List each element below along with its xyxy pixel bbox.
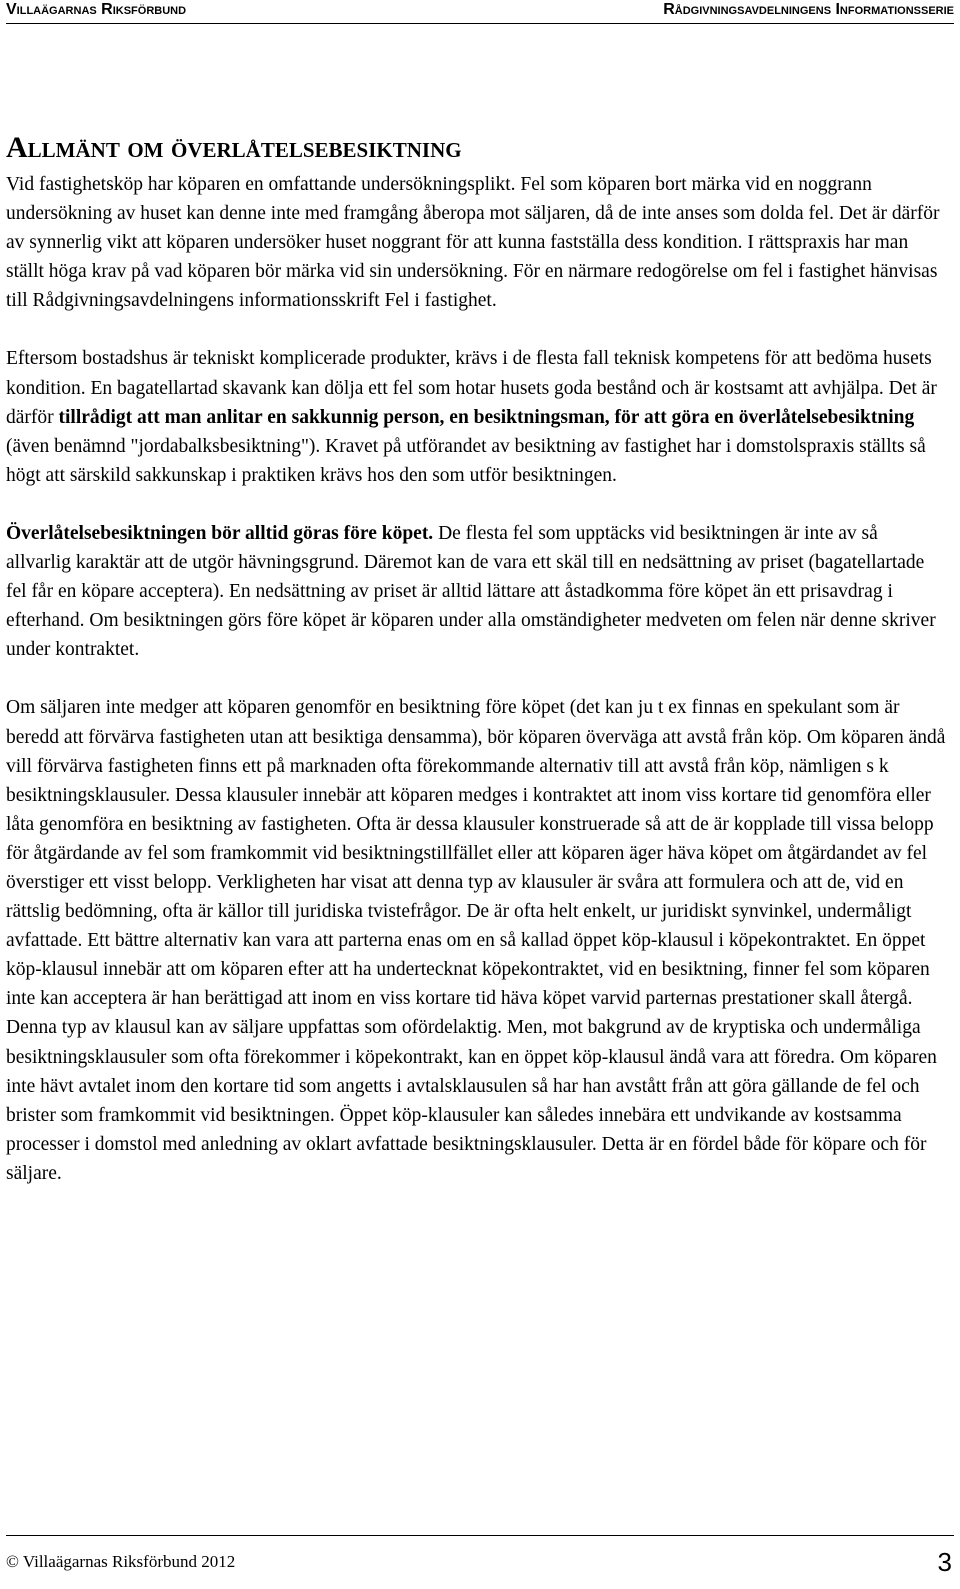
footer-divider <box>6 1535 954 1536</box>
document-title: Allmänt om överlåtelsebesiktning <box>6 131 462 164</box>
paragraph-1: Vid fastighetsköp har köparen en omfattande undersökningsplikt. Fel som köparen bort märka vid en noggrann undersökning av huset kan denne inte med framgång åberopa mot säljaren, då de inte anses som dolda fel. Det är därför av synnerlig vikt att köparen undersöker huset noggrant för att kunna fastställa dess kondition. I rättspraxis har man ställt höga krav på vad köparen bör märka vid sin undersökning. För en närmare redogörelse om fel i fastighet hänvisas till Rådgivningsavdelningens informationsskrift Fel i fastighet. <box>6 174 940 312</box>
paragraph-2-emphasis: tillrådigt att man anlitar en sakkunnig person, en besiktningsman, för att göra en överlåtelsebesiktning <box>58 406 915 428</box>
page-number: 3 <box>937 1546 952 1577</box>
paragraph-4: Om säljaren inte medger att köparen genomför en besiktning före köpet (det kan ju t ex finnas en spekulant som är beredd att förvärva fastigheten utan att besiktiga densamma), bör köparen överväga att avstå från köp. Om köparen ändå vill förvärva fastigheten finns ett på marknaden ofta förekommande alternativ till att avstå från köp, nämligen s k besiktningsklausuler. Dessa klausuler innebär att köparen medges i kontraktet att inom viss kortare tid genomföra eller låta genomföra en besiktning av fastigheten. Ofta är dessa klausuler konstruerade så att de är kopplade till vissa belopp för åtgärdande av fel som framkommit vid besiktningstillfället eller att köparen äger häva köpet om åtgärdandet av fel överstiger ett visst belopp. Verkligheten har visat att denna typ av klausuler är svåra att formulera och att de, vid en rättslig bedömning, ofta är källor till juridiska tvistefrågor. De är ofta helt enkelt, ur juridiskt synvinkel, undermåligt avfattade. Ett bättre alternativ kan vara att parterna enas om en så kallad öppet köp-klausul i köpekontraktet. En öppet köp-klausul innebär att om köparen efter att ha undertecknat köpekontraktet, vid en besiktning, finner fel som köparen inte kan acceptera är han berättigad att inom en viss kortare tid häva köpet varvid parternas prestationer skall återgå. Denna typ av klausul kan av säljare uppfattas som ofördelaktig. Men, mot bakgrund av de kryptiska och undermåliga besiktningsklausuler som ofta förekommer i köpekontrakt, kan en öppet köp-klausul ändå vara att föredra. Om köparen inte hävt avtalet inom den kortare tid som angetts i avtalsklausulen så har han avstått från att göra gällande de fel och brister som framkommit vid besiktningen. Öppet köp-klausuler kan således innebära ett undvikande av kostsamma processer i domstol med anledning av oklart avfattade besiktningsklausuler. Detta är en fördel både för köpare och för säljare. <box>6 697 946 1184</box>
paragraph-3 <box>6 519 946 664</box>
footer-copyright: © Villaägarnas Riksförbund 2012 <box>6 1552 236 1571</box>
paragraph-3-emphasis: Överlåtelsebesiktningen bör alltid göras före köpet. <box>6 522 434 544</box>
header-organization: Villaägarnas Riksförbund <box>6 1 187 18</box>
page-footer <box>6 1542 952 1582</box>
header-divider <box>6 23 954 24</box>
paragraph-2-text-b: (även benämnd "jordabalksbesiktning"). Kravet på utförandet av besiktning av fastighet har i domstolspraxis ställts så högt att särskild sakkunskap i praktiken krävs hos den som utför besiktningen. <box>6 435 926 486</box>
header-series: Rådgivningsavdelningens Informationsserie <box>663 1 954 18</box>
document-body <box>6 130 946 1217</box>
paragraph-3-text: De flesta fel som upptäcks vid besiktningen är inte av så allvarlig karaktär att de utgör hävningsgrund. Däremot kan de vara ett skäl till en nedsättning av priset (bagatellartade fel får en köpare acceptera). En nedsättning av priset är alltid lättare att åstadkomma före köpet än ett prisavdrag i efterhand. Om besiktningen görs före köpet är köparen under alla omständigheter medveten om felen när denne skriver under kontraktet. <box>6 522 936 661</box>
paragraph-2-text-a: Eftersom bostadshus är tekniskt komplicerade produkter, krävs i de flesta fall teknisk kompetens för att bedöma husets kondition. En bagatellartad skavank kan dölja ett fel som hotar husets goda bestånd och är kostsamt att avhjälpa. Det är därför <box>6 348 937 428</box>
paragraph-2 <box>6 344 946 489</box>
page-header <box>6 0 954 23</box>
